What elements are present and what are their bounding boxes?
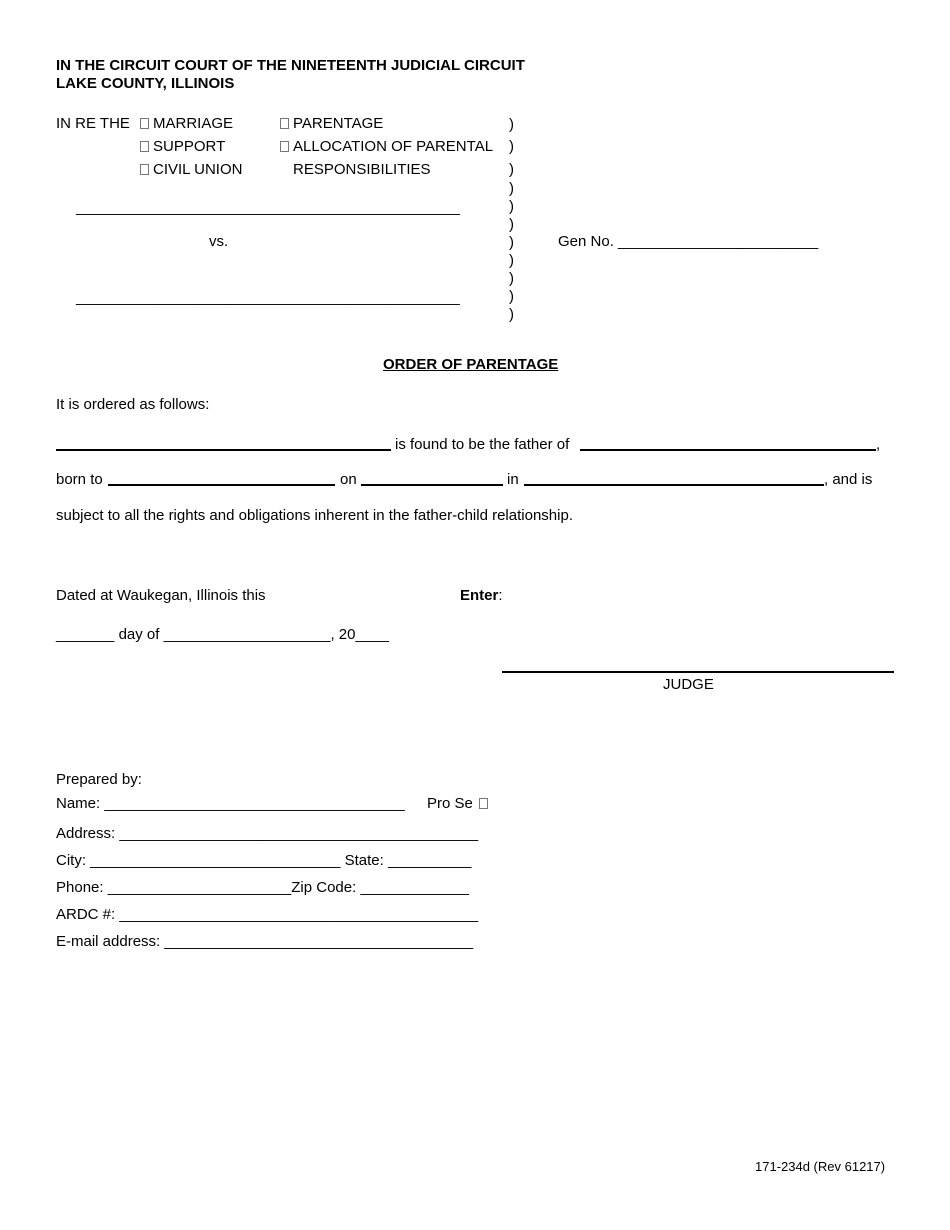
dated-at-text: Dated at Waukegan, Illinois this bbox=[56, 587, 266, 604]
checkbox-parentage[interactable] bbox=[280, 116, 383, 131]
caption-paren: ) bbox=[509, 306, 514, 323]
father-name-field[interactable] bbox=[56, 449, 391, 451]
enter-word: Enter bbox=[460, 587, 499, 604]
petitioner-field[interactable]: ______________________________________________ bbox=[76, 199, 460, 216]
phone-zip-field[interactable]: Phone: ______________________Zip Code: _____________ bbox=[56, 879, 469, 896]
city-state-field[interactable]: City: ______________________________ State: __________ bbox=[56, 852, 472, 869]
birth-date-field[interactable] bbox=[361, 484, 503, 486]
caption-paren: ) bbox=[509, 161, 514, 178]
checkbox-icon[interactable] bbox=[280, 118, 289, 129]
and-is-text: , and is bbox=[824, 471, 873, 488]
checkbox-support[interactable] bbox=[140, 139, 225, 154]
pro-se-label: Pro Se bbox=[427, 795, 473, 812]
checkbox-support-label: SUPPORT bbox=[153, 138, 226, 155]
county-name: LAKE COUNTY, ILLINOIS bbox=[56, 75, 235, 92]
enter-colon: : bbox=[498, 587, 503, 604]
email-field[interactable]: E-mail address: _____________________________________ bbox=[56, 933, 474, 950]
caption-paren: ) bbox=[509, 216, 514, 233]
checkbox-civil-union-label: CIVIL UNION bbox=[153, 161, 243, 178]
checkbox-icon[interactable] bbox=[140, 118, 149, 129]
checkbox-marriage[interactable] bbox=[140, 116, 233, 131]
checkbox-icon[interactable] bbox=[140, 141, 149, 152]
caption-paren: ) bbox=[509, 288, 514, 305]
pro-se-checkbox[interactable] bbox=[427, 796, 492, 811]
checkbox-allocation-label: ALLOCATION OF PARENTAL bbox=[293, 138, 494, 155]
caption-paren: ) bbox=[509, 138, 514, 155]
birth-place-field[interactable] bbox=[524, 484, 824, 486]
address-field[interactable]: Address: ___________________________________________ bbox=[56, 825, 479, 842]
form-number: 171-234d (Rev 61217) bbox=[755, 1159, 886, 1174]
child-name-field[interactable] bbox=[580, 449, 876, 451]
caption-paren: ) bbox=[509, 234, 514, 251]
allocation-label-continued: RESPONSIBILITIES bbox=[293, 161, 431, 178]
in-text: in bbox=[507, 471, 519, 488]
judge-signature-line[interactable] bbox=[502, 671, 894, 673]
checkbox-parentage-label: PARENTAGE bbox=[293, 115, 384, 132]
rights-text: subject to all the rights and obligations inherent in the father-child relationship. bbox=[56, 507, 573, 524]
comma-text: , bbox=[876, 436, 881, 453]
mother-name-field[interactable] bbox=[108, 484, 335, 486]
born-to-text: born to bbox=[56, 471, 103, 488]
gen-no-field[interactable]: Gen No. ________________________ bbox=[558, 233, 819, 250]
enter-label bbox=[460, 588, 503, 603]
in-re-label: IN RE THE bbox=[56, 115, 130, 132]
date-field[interactable]: _______ day of ____________________, 20____ bbox=[56, 626, 389, 643]
checkbox-civil-union[interactable] bbox=[140, 162, 242, 177]
checkbox-icon[interactable] bbox=[479, 798, 488, 809]
ardc-field[interactable]: ARDC #: ___________________________________________ bbox=[56, 906, 479, 923]
checkbox-marriage-label: MARRIAGE bbox=[153, 115, 234, 132]
checkbox-icon[interactable] bbox=[140, 164, 149, 175]
checkbox-allocation[interactable] bbox=[280, 139, 493, 154]
caption-paren: ) bbox=[509, 116, 514, 133]
judge-label: JUDGE bbox=[663, 676, 714, 693]
vs-label: vs. bbox=[209, 233, 229, 250]
name-field[interactable]: Name: ____________________________________ bbox=[56, 795, 405, 812]
caption-paren: ) bbox=[509, 270, 514, 287]
respondent-field[interactable]: ______________________________________________ bbox=[76, 289, 460, 306]
page-title: ORDER OF PARENTAGE bbox=[383, 356, 559, 373]
caption-paren: ) bbox=[509, 180, 514, 197]
checkbox-icon[interactable] bbox=[280, 141, 289, 152]
caption-paren: ) bbox=[509, 252, 514, 269]
order-intro: It is ordered as follows: bbox=[56, 396, 210, 413]
prepared-by-label: Prepared by: bbox=[56, 771, 142, 788]
on-text: on bbox=[340, 471, 357, 488]
found-father-text: is found to be the father of bbox=[395, 436, 570, 453]
caption-paren: ) bbox=[509, 198, 514, 215]
court-name: IN THE CIRCUIT COURT OF THE NINETEENTH JUDICIAL CIRCUIT bbox=[56, 57, 525, 74]
